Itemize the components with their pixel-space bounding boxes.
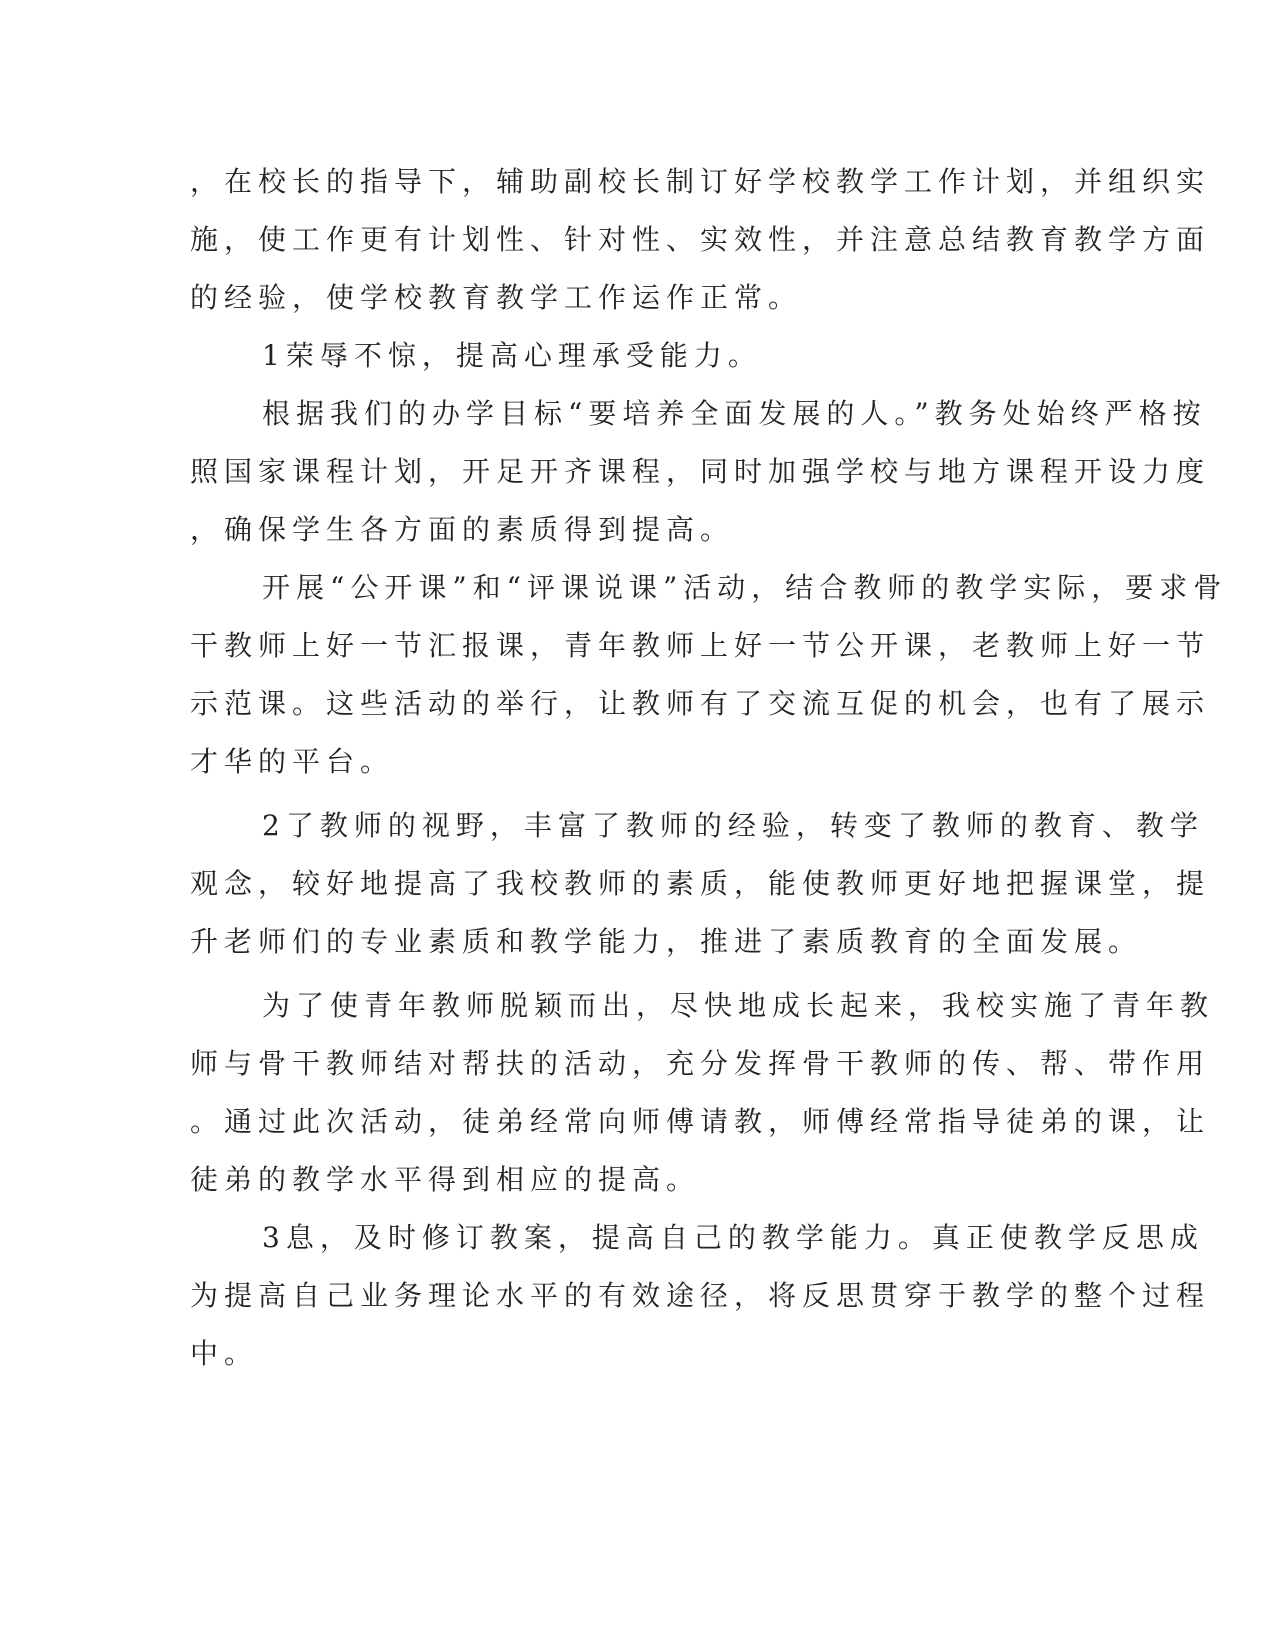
text-line: 2了教师的视野，丰富了教师的经验，转变了教师的教育、教学 bbox=[262, 809, 1204, 842]
text-line: 干教师上好一节汇报课，青年教师上好一节公开课，老教师上好一节 bbox=[190, 629, 1211, 662]
text-line: 中。 bbox=[190, 1337, 259, 1370]
text-line: 徒弟的教学水平得到相应的提高。 bbox=[190, 1163, 701, 1196]
text-line: ，在校长的指导下，辅助副校长制订好学校教学工作计划，并组织实 bbox=[190, 165, 1211, 198]
text-line: 施，使工作更有计划性、针对性、实效性，并注意总结教育教学方面 bbox=[190, 223, 1211, 256]
text-line: 。通过此次活动，徒弟经常向师傅请教，师傅经常指导徒弟的课，让 bbox=[190, 1105, 1211, 1138]
text-line: 根据我们的办学目标“要培养全面发展的人。”教务处始终严格按 bbox=[262, 397, 1207, 430]
text-line: 观念，较好地提高了我校教师的素质，能使教师更好地把握课堂，提 bbox=[190, 867, 1211, 900]
text-line: 示范课。这些活动的举行，让教师有了交流互促的机会，也有了展示 bbox=[190, 687, 1211, 720]
text-line: 为提高自己业务理论水平的有效途径，将反思贯穿于教学的整个过程 bbox=[190, 1279, 1211, 1312]
text-line: 师与骨干教师结对帮扶的活动，充分发挥骨干教师的传、帮、带作用 bbox=[190, 1047, 1211, 1080]
text-line: 3息，及时修订教案，提高自己的教学能力。真正使教学反思成 bbox=[262, 1221, 1204, 1254]
text-line: 开展“公开课”和“评课说课”活动，结合教师的教学实际，要求骨 bbox=[262, 571, 1228, 604]
text-line: 为了使青年教师脱颖而出，尽快地成长起来，我校实施了青年教 bbox=[262, 989, 1215, 1022]
text-line: 升老师们的专业素质和教学能力，推进了素质教育的全面发展。 bbox=[190, 925, 1143, 958]
text-line: 才华的平台。 bbox=[190, 745, 395, 778]
section-heading: 1荣辱不惊，提高心理承受能力。 bbox=[262, 339, 762, 372]
text-line: 的经验，使学校教育教学工作运作正常。 bbox=[190, 281, 803, 314]
text-line: ，确保学生各方面的素质得到提高。 bbox=[190, 513, 735, 546]
text-line: 照国家课程计划，开足开齐课程，同时加强学校与地方课程开设力度 bbox=[190, 455, 1211, 488]
